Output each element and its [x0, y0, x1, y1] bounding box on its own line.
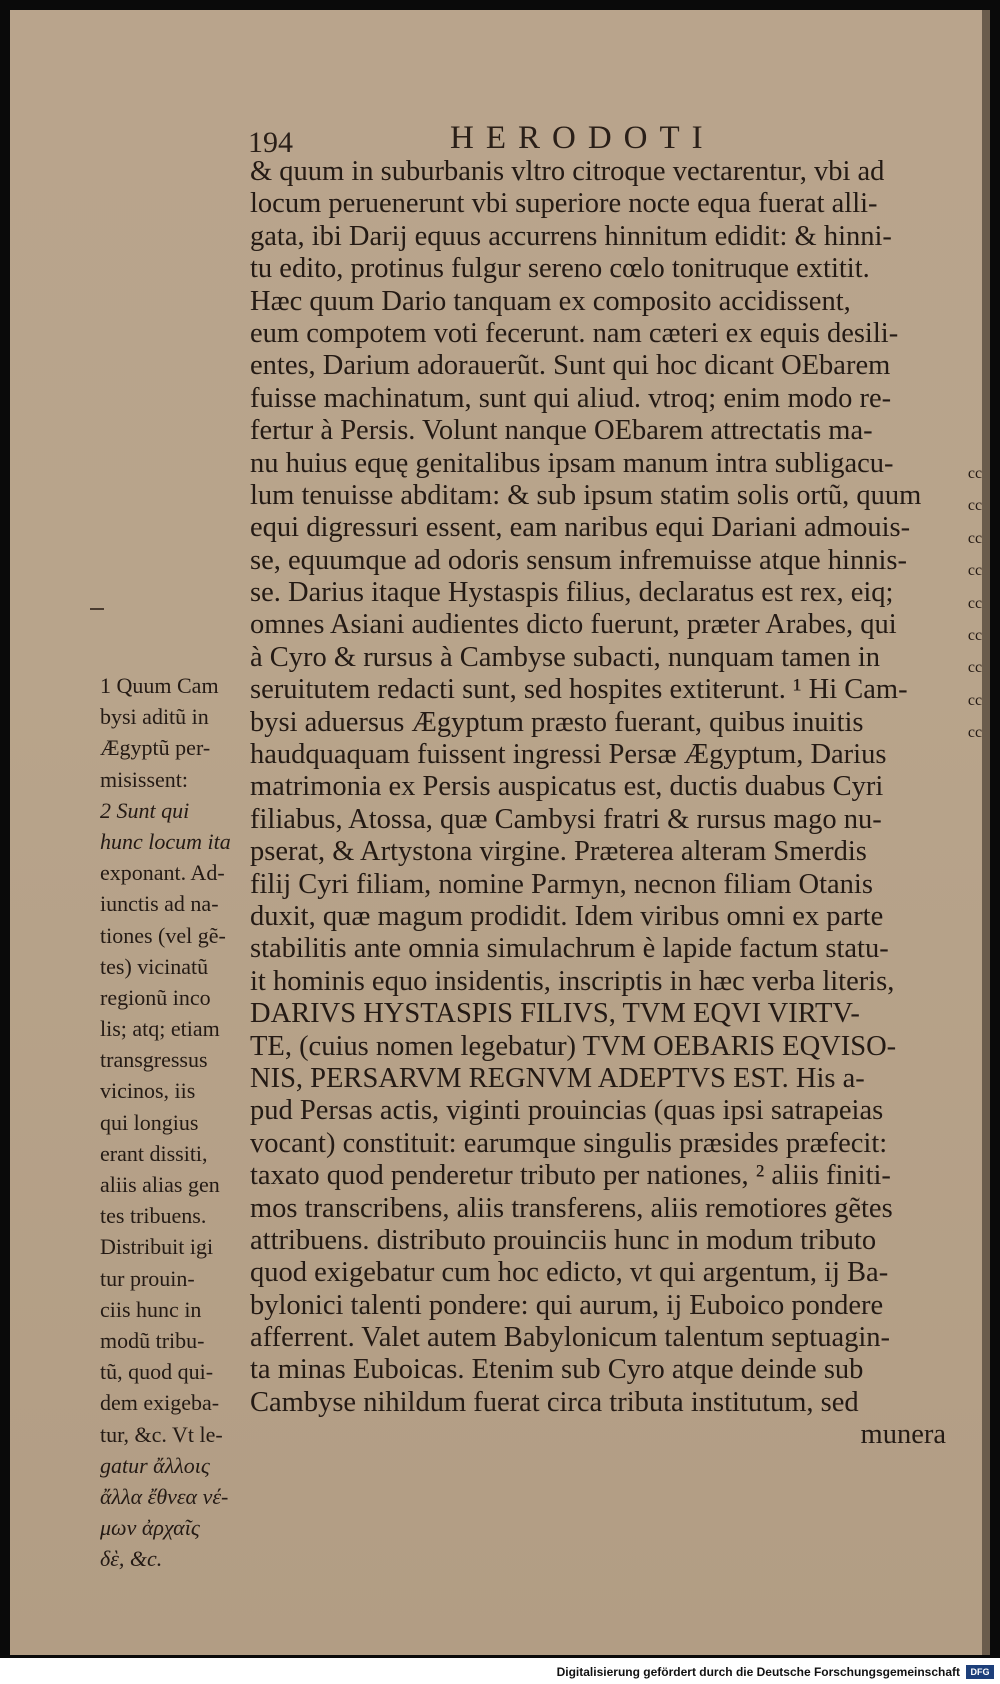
text-line: omnes Asiani audientes dicto fuerunt, præter Arabes, qui: [250, 609, 897, 641]
text-line: ta minas Euboicas. Etenim sub Cyro atque deinde sub: [250, 1354, 864, 1386]
text-line: it hominis equo insidentis, inscriptis in hæc verba literis,: [250, 965, 895, 997]
footer-bar: [0, 1658, 1000, 1684]
text-line: DARIVS HYSTASPIS FILIVS, TVM EQVI VIRTV-: [250, 998, 860, 1030]
text-line: se. Darius itaque Hystaspis filius, declaratus est rex, eiq;: [250, 577, 894, 609]
quotation-mark: cc: [967, 465, 983, 482]
text-line: entes, Darium adorauerũt. Sunt qui hoc dicant OEbarem: [250, 350, 891, 382]
text-line: lum tenuisse abditam: & sub ipsum statim solis ortũ, quum: [250, 479, 922, 511]
marginal-note-line: ἄλλα ἔθνεα νέ-: [100, 1483, 229, 1509]
quotation-mark: cc: [967, 529, 983, 547]
main-text-block: [250, 156, 950, 1452]
running-head: HERODOTI: [450, 120, 715, 156]
page-number: 194: [248, 126, 293, 159]
text-line: & quum in suburbanis vltro citroque vectarentur, vbi ad: [250, 156, 885, 187]
text-line: à Cyro & rursus à Cambyse subacti, nunquam tamen in: [250, 641, 881, 673]
text-line: Cambyse nihildum fuerat circa tributa institutum, sed: [250, 1386, 859, 1418]
marginal-note-line: Distribuit igi: [100, 1234, 214, 1260]
text-line: mos transcribens, aliis transferens, aliis remotiores gẽtes: [250, 1192, 893, 1224]
text-line: filiabus, Atossa, quæ Cambysi fratri & rursus mago nu-: [250, 803, 882, 835]
marginal-note-line: μων ἀρχαῖς: [100, 1515, 200, 1541]
quotation-mark: cc: [967, 691, 983, 709]
quotation-mark: cc: [967, 562, 983, 580]
marginal-note-line: tes tribuens.: [100, 1203, 207, 1229]
marginal-note-line: ciis hunc in: [100, 1296, 202, 1322]
marginal-note-line: qui longius: [100, 1109, 199, 1135]
text-line: gata, ibi Darij equus accurrens hinnitum edidit: & hinni-: [250, 220, 892, 252]
marginal-note-line: Ægyptũ per-: [100, 735, 211, 761]
text-line: TE, (cuius nomen legebatur) TVM OEBARIS EQVISO-: [250, 1030, 897, 1062]
text-line: filij Cyri filiam, nomine Parmyn, necnon filiam Otanis: [250, 868, 873, 900]
text-line: quod exigebatur cum hoc edicto, vt qui argentum, ij Ba-: [250, 1257, 889, 1289]
text-line: NIS, PERSARVM REGNVM ADEPTVS EST. His a-: [250, 1062, 865, 1094]
marginal-note-line: 2 Sunt qui: [100, 797, 190, 823]
margin-mark: [90, 608, 104, 610]
marginal-note-line: tũ, quod qui-: [100, 1359, 214, 1385]
text-line: pud Persas actis, viginti prouincias (quas ipsi satrapeias: [250, 1095, 884, 1127]
marginal-note-line: 1 Quum Cam: [100, 673, 219, 698]
marginal-note-line: vicinos, iis: [100, 1078, 196, 1104]
text-line: se, equumque ad odoris sensum infremuisse atque hinnis-: [250, 544, 907, 576]
marginal-note-line: bysi aditũ in: [100, 704, 209, 730]
marginal-note-line: erant dissiti,: [100, 1140, 208, 1166]
marginal-note-line: transgressus: [100, 1047, 208, 1073]
funding-note: Digitalisierung gefördert durch die Deutsche Forschungsgemeinschaft: [556, 1665, 960, 1679]
text-line: bylonici talenti pondere: qui aurum, ij Euboico pondere: [250, 1289, 884, 1321]
marginal-note-line: hunc locum ita: [100, 828, 231, 854]
text-line: bysi aduersus Ægyptum præsto fuerant, quibus inuitis: [250, 706, 864, 738]
text-line: equi digressuri essent, eam naribus equi Dariani admouis-: [250, 512, 911, 544]
quotation-marks-column: [962, 458, 988, 750]
marginal-note-line: misissent:: [100, 766, 189, 792]
text-line: attribuens. distributo prouinciis hunc in modum tributo: [250, 1224, 877, 1256]
book-page: [10, 10, 990, 1655]
text-line: fertur à Persis. Volunt nanque OEbarem attrectatis ma-: [250, 415, 873, 447]
dfg-logo: DFG: [966, 1665, 994, 1679]
marginal-note-line: tur, &c. Vt le-: [100, 1421, 223, 1447]
quotation-mark: cc: [967, 594, 983, 612]
text-line: eum compotem voti fecerunt. nam cæteri ex equis desili-: [250, 317, 899, 349]
marginal-note-line: modũ tribu-: [100, 1327, 205, 1353]
text-line: nu huius equę genitalibus ipsam manum intra subligacu-: [250, 447, 894, 479]
marginal-note-line: dem exigeba-: [100, 1390, 220, 1416]
text-line: tu edito, protinus fulgur sereno cœlo tonitruque extitit.: [250, 253, 870, 285]
quotation-mark: cc: [967, 724, 983, 742]
text-line: pserat, & Artystona virgine. Præterea alteram Smerdis: [250, 836, 867, 868]
marginal-note-line: gatur ἄλλοις: [100, 1452, 210, 1478]
quotation-mark: cc: [967, 626, 983, 644]
text-line: haudquaquam fuissent ingressi Persæ Ægyptum, Darius: [250, 739, 887, 771]
marginal-note-line: aliis alias gen: [100, 1172, 220, 1197]
text-line: locum peruenerunt vbi superiore nocte equa fuerat alli-: [250, 188, 878, 220]
text-line: seruitutem redacti sunt, sed hospites extiterunt. ¹ Hi Cam-: [250, 674, 908, 706]
text-line: matrimonia ex Persis auspicatus est, ductis duabus Cyri: [250, 771, 884, 803]
text-line: duxit, quæ magum prodidit. Idem viribus omni ex parte: [250, 900, 884, 932]
marginal-note-line: iunctis ad na-: [100, 891, 219, 917]
quotation-mark: cc: [967, 497, 983, 515]
marginal-note-line: regionũ inco: [100, 984, 211, 1010]
quotation-mark: cc: [967, 659, 983, 677]
marginal-note-line: tur prouin-: [100, 1265, 195, 1291]
text-line: Hæc quum Dario tanquam ex composito accidissent,: [250, 285, 851, 317]
text-line: stabilitis ante omnia simulachrum è lapide factum statu-: [250, 933, 889, 965]
marginal-note-line: exponant. Ad-: [100, 860, 225, 886]
marginal-notes: [100, 670, 250, 1574]
text-line: fuisse machinatum, sunt qui aliud. vtroq; enim modo re-: [250, 382, 892, 414]
marginal-note-line: lis; atq; etiam: [100, 1016, 220, 1042]
marginal-note-line: tes) vicinatũ: [100, 953, 209, 979]
text-line: vocant) constituit: earumque singulis præsides præfecit:: [250, 1127, 888, 1159]
marginal-note-line: tiones (vel gẽ-: [100, 922, 226, 948]
catchword: munera: [860, 1419, 946, 1451]
text-line: afferrent. Valet autem Babylonicum talentum septuagin-: [250, 1322, 890, 1354]
text-line: taxato quod penderetur tributo per nationes, ² aliis finiti-: [250, 1160, 891, 1192]
marginal-note-line: δὲ, &c.: [100, 1546, 163, 1572]
